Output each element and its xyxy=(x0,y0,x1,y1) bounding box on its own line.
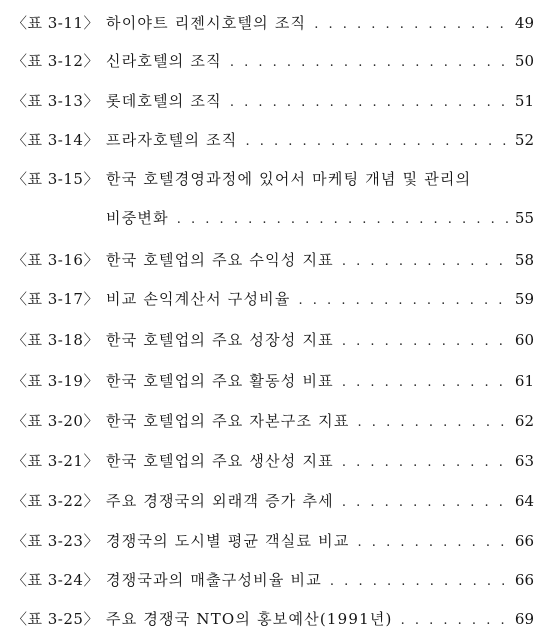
table-number: 〈표 3-13〉 xyxy=(12,91,99,110)
toc-entry-3-14 xyxy=(0,124,544,154)
entry-line xyxy=(106,207,534,228)
page-number: 50 xyxy=(514,51,534,70)
dot-leader xyxy=(342,254,508,269)
entry-line xyxy=(106,288,534,309)
table-number: 〈표 3-17〉 xyxy=(12,289,99,308)
table-title: 경쟁국과의 매출구성비율 비교 xyxy=(106,570,322,589)
table-title: 주요 경쟁국 NTO의 홍보예산(1991년) xyxy=(106,609,393,628)
table-number: 〈표 3-22〉 xyxy=(12,491,99,510)
table-title: 하이야트 리젠시호텔의 조직 xyxy=(106,13,307,32)
toc-entry-3-13 xyxy=(0,85,544,115)
toc-entry-3-20 xyxy=(0,405,544,435)
page-number: 69 xyxy=(514,609,534,628)
table-title: 경쟁국의 도시별 평균 객실료 비교 xyxy=(106,531,350,550)
dot-leader xyxy=(342,495,508,510)
entry-line xyxy=(106,410,534,431)
dot-leader xyxy=(230,95,508,110)
page-number: 51 xyxy=(514,91,534,110)
entry-line xyxy=(106,490,534,511)
table-title: 한국 호텔업의 주요 성장성 지표 xyxy=(106,330,334,349)
table-number: 〈표 3-25〉 xyxy=(12,609,99,628)
entry-line xyxy=(106,370,534,391)
table-number: 〈표 3-12〉 xyxy=(12,51,99,70)
dot-leader xyxy=(177,212,508,227)
dot-leader xyxy=(401,613,508,628)
toc-entry-3-23 xyxy=(0,525,544,555)
dot-leader xyxy=(342,334,508,349)
table-number: 〈표 3-16〉 xyxy=(12,250,99,269)
table-title: 비교 손익계산서 구성비율 xyxy=(106,289,291,308)
toc-entry-3-15 xyxy=(0,163,544,193)
table-title: 한국 호텔경영과정에 있어서 마케팅 개념 및 관리의 xyxy=(106,169,472,188)
page-number: 61 xyxy=(514,371,534,390)
table-title-continued: 비중변화 xyxy=(106,208,169,227)
toc-entry-3-12 xyxy=(0,45,544,75)
table-number: 〈표 3-24〉 xyxy=(12,570,99,589)
table-number: 〈표 3-23〉 xyxy=(12,531,99,550)
dot-leader xyxy=(314,17,508,32)
dot-leader xyxy=(358,535,508,550)
page-number: 64 xyxy=(514,491,534,510)
table-number: 〈표 3-18〉 xyxy=(12,330,99,349)
dot-leader xyxy=(299,293,508,308)
page-number: 63 xyxy=(514,451,534,470)
page-number: 66 xyxy=(514,570,534,589)
toc-entry-3-22 xyxy=(0,485,544,515)
entry-line xyxy=(106,608,534,629)
page-number: 60 xyxy=(514,330,534,349)
table-title: 한국 호텔업의 주요 생산성 지표 xyxy=(106,451,334,470)
entry-line xyxy=(106,50,534,71)
dot-leader xyxy=(358,415,508,430)
entry-line xyxy=(106,129,534,150)
dot-leader xyxy=(342,455,508,470)
toc-entry-3-15-cont xyxy=(0,202,544,232)
entry-line xyxy=(106,329,534,350)
toc-entry-3-24 xyxy=(0,564,544,594)
entry-line xyxy=(106,450,534,471)
table-title: 주요 경쟁국의 외래객 증가 추세 xyxy=(106,491,334,510)
dot-leader xyxy=(342,375,508,390)
table-number: 〈표 3-21〉 xyxy=(12,451,99,470)
toc-entry-3-25 xyxy=(0,603,544,633)
table-title: 한국 호텔업의 주요 자본구조 지표 xyxy=(106,411,350,430)
toc-entry-3-18 xyxy=(0,324,544,354)
page-number: 52 xyxy=(514,130,534,149)
dot-leader xyxy=(330,574,508,589)
page-number: 59 xyxy=(514,289,534,308)
page-number: 49 xyxy=(514,13,534,32)
toc-entry-3-19 xyxy=(0,365,544,395)
toc-entry-3-17 xyxy=(0,283,544,313)
toc-entry-3-21 xyxy=(0,445,544,475)
table-title: 롯데호텔의 조직 xyxy=(106,91,222,110)
page-number: 62 xyxy=(514,411,534,430)
entry-line xyxy=(106,530,534,551)
page-number: 66 xyxy=(514,531,534,550)
table-title: 한국 호텔업의 주요 활동성 비표 xyxy=(106,371,334,390)
table-number: 〈표 3-19〉 xyxy=(12,371,99,390)
entry-line xyxy=(106,569,534,590)
table-number: 〈표 3-20〉 xyxy=(12,411,99,430)
page-number: 55 xyxy=(514,208,534,227)
toc-entry-3-11 xyxy=(0,7,544,37)
table-number: 〈표 3-15〉 xyxy=(12,169,99,188)
entry-line xyxy=(106,249,534,270)
table-number: 〈표 3-11〉 xyxy=(12,13,99,32)
entry-line xyxy=(106,168,534,189)
dot-leader xyxy=(230,55,508,70)
table-title: 프라자호텔의 조직 xyxy=(106,130,238,149)
table-number: 〈표 3-14〉 xyxy=(12,130,99,149)
page-number: 58 xyxy=(514,250,534,269)
table-title: 한국 호텔업의 주요 수익성 지표 xyxy=(106,250,334,269)
dot-leader xyxy=(246,134,509,149)
entry-line xyxy=(106,90,534,111)
toc-entry-3-16 xyxy=(0,244,544,274)
entry-line xyxy=(106,12,534,33)
table-title: 신라호텔의 조직 xyxy=(106,51,222,70)
